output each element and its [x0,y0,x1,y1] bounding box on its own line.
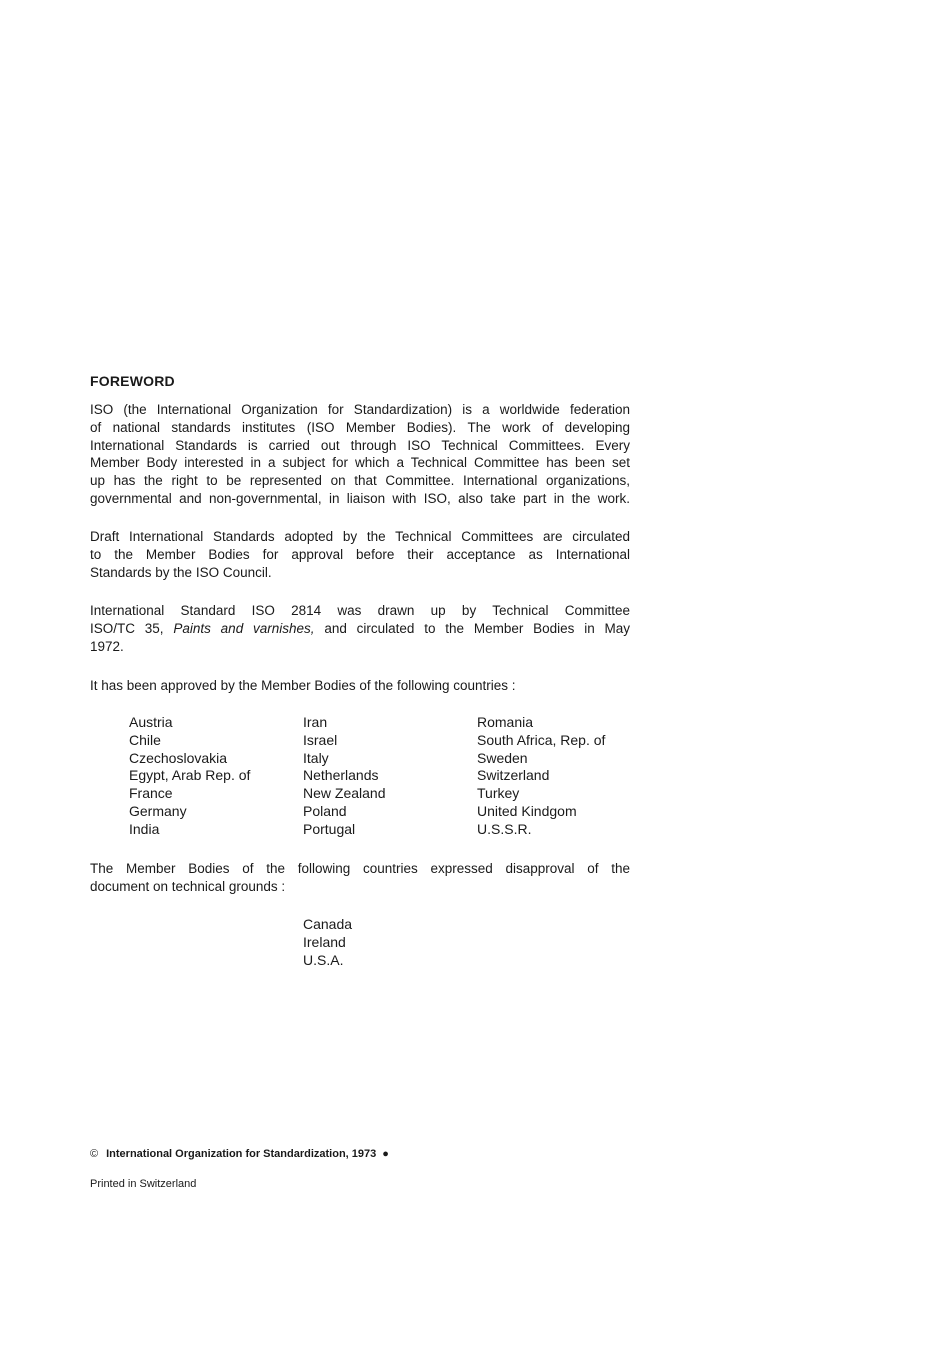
paragraph-line: Standards by the ISO Council. [90,564,272,580]
country-item: Austria [129,714,173,730]
countries-column-3 [477,714,657,839]
foreword-paragraph-draft [90,528,630,581]
countries-column-1 [129,714,303,839]
copyright-notice [90,1148,389,1160]
country-item: Turkey [477,785,520,802]
approved-countries-list [129,714,657,839]
country-item: Netherlands [303,767,379,784]
paragraph-line: of national standards institutes (ISO Member Bodies). The work of developing [90,419,630,435]
committee-title: Paints and varnishes, [173,620,315,636]
paragraph-line: to the Member Bodies for approval before their acceptance as International [90,546,630,562]
country-item: Ireland [303,933,346,950]
foreword-paragraph-iso [90,401,630,508]
country-item: Poland [303,802,347,819]
circulation-text: and circulated to the Member Bodies in May [314,620,630,636]
country-item: Sweden [477,749,528,766]
country-item: Italy [303,749,329,766]
country-item: Israel [303,731,338,748]
paragraph-line: governmental and non-governmental, in liaison with ISO, also take part in the work. [90,490,630,506]
country-item: United Kindgom [477,802,577,819]
paragraph-line: Member Body interested in a subject for which a Technical Committee has been set [90,455,630,471]
country-item: Canada [303,916,353,932]
paragraph-line: International Standards is carried out through ISO Technical Committees. Every [90,437,630,453]
paragraph-line: 1972. [90,638,124,654]
country-item: France [129,785,173,802]
paragraph-line: ISO (the International Organization for Standardization) is a worldwide federation [90,402,630,417]
approval-intro [90,677,630,695]
copyright-text: International Organization for Standardization, 1973 [106,1148,377,1160]
country-item: Germany [129,802,187,819]
country-item: Portugal [303,820,356,837]
country-item: U.S.S.R. [477,820,532,837]
country-item: Switzerland [477,767,550,784]
country-item: Egypt, Arab Rep. of [129,767,251,784]
printed-in-note: Printed in Switzerland [90,1178,197,1190]
bullet-icon: ● [382,1148,389,1160]
foreword-paragraph-standard [90,602,630,655]
disapproval-intro [90,860,630,896]
country-item: Iran [303,714,328,730]
copyright-symbol: © [90,1148,99,1160]
country-item: South Africa, Rep. of [477,731,606,748]
country-item: India [129,820,160,837]
paragraph-line: The Member Bodies of the following countries expressed disapproval of the [90,861,630,876]
paragraph-line [90,620,630,638]
paragraph-line: document on technical grounds : [90,878,286,894]
country-item: Czechoslovakia [129,749,228,766]
committee-ref: ISO/TC 35, [90,620,174,636]
countries-column-2 [303,714,477,839]
country-item: New Zealand [303,785,386,802]
foreword-heading: FOREWORD [90,373,175,389]
paragraph-line: It has been approved by the Member Bodies of the following countries : [90,678,516,693]
country-item: U.S.A. [303,951,344,968]
paragraph-line: Draft International Standards adopted by the Technical Committees are circulated [90,529,630,544]
paragraph-line: up has the right to be represented on that Committee. International organizations, [90,473,630,489]
country-item: Chile [129,731,161,748]
disapproval-countries-list [303,916,352,969]
country-item: Romania [477,714,534,730]
paragraph-line: International Standard ISO 2814 was drawn up by Technical Committee [90,603,630,618]
